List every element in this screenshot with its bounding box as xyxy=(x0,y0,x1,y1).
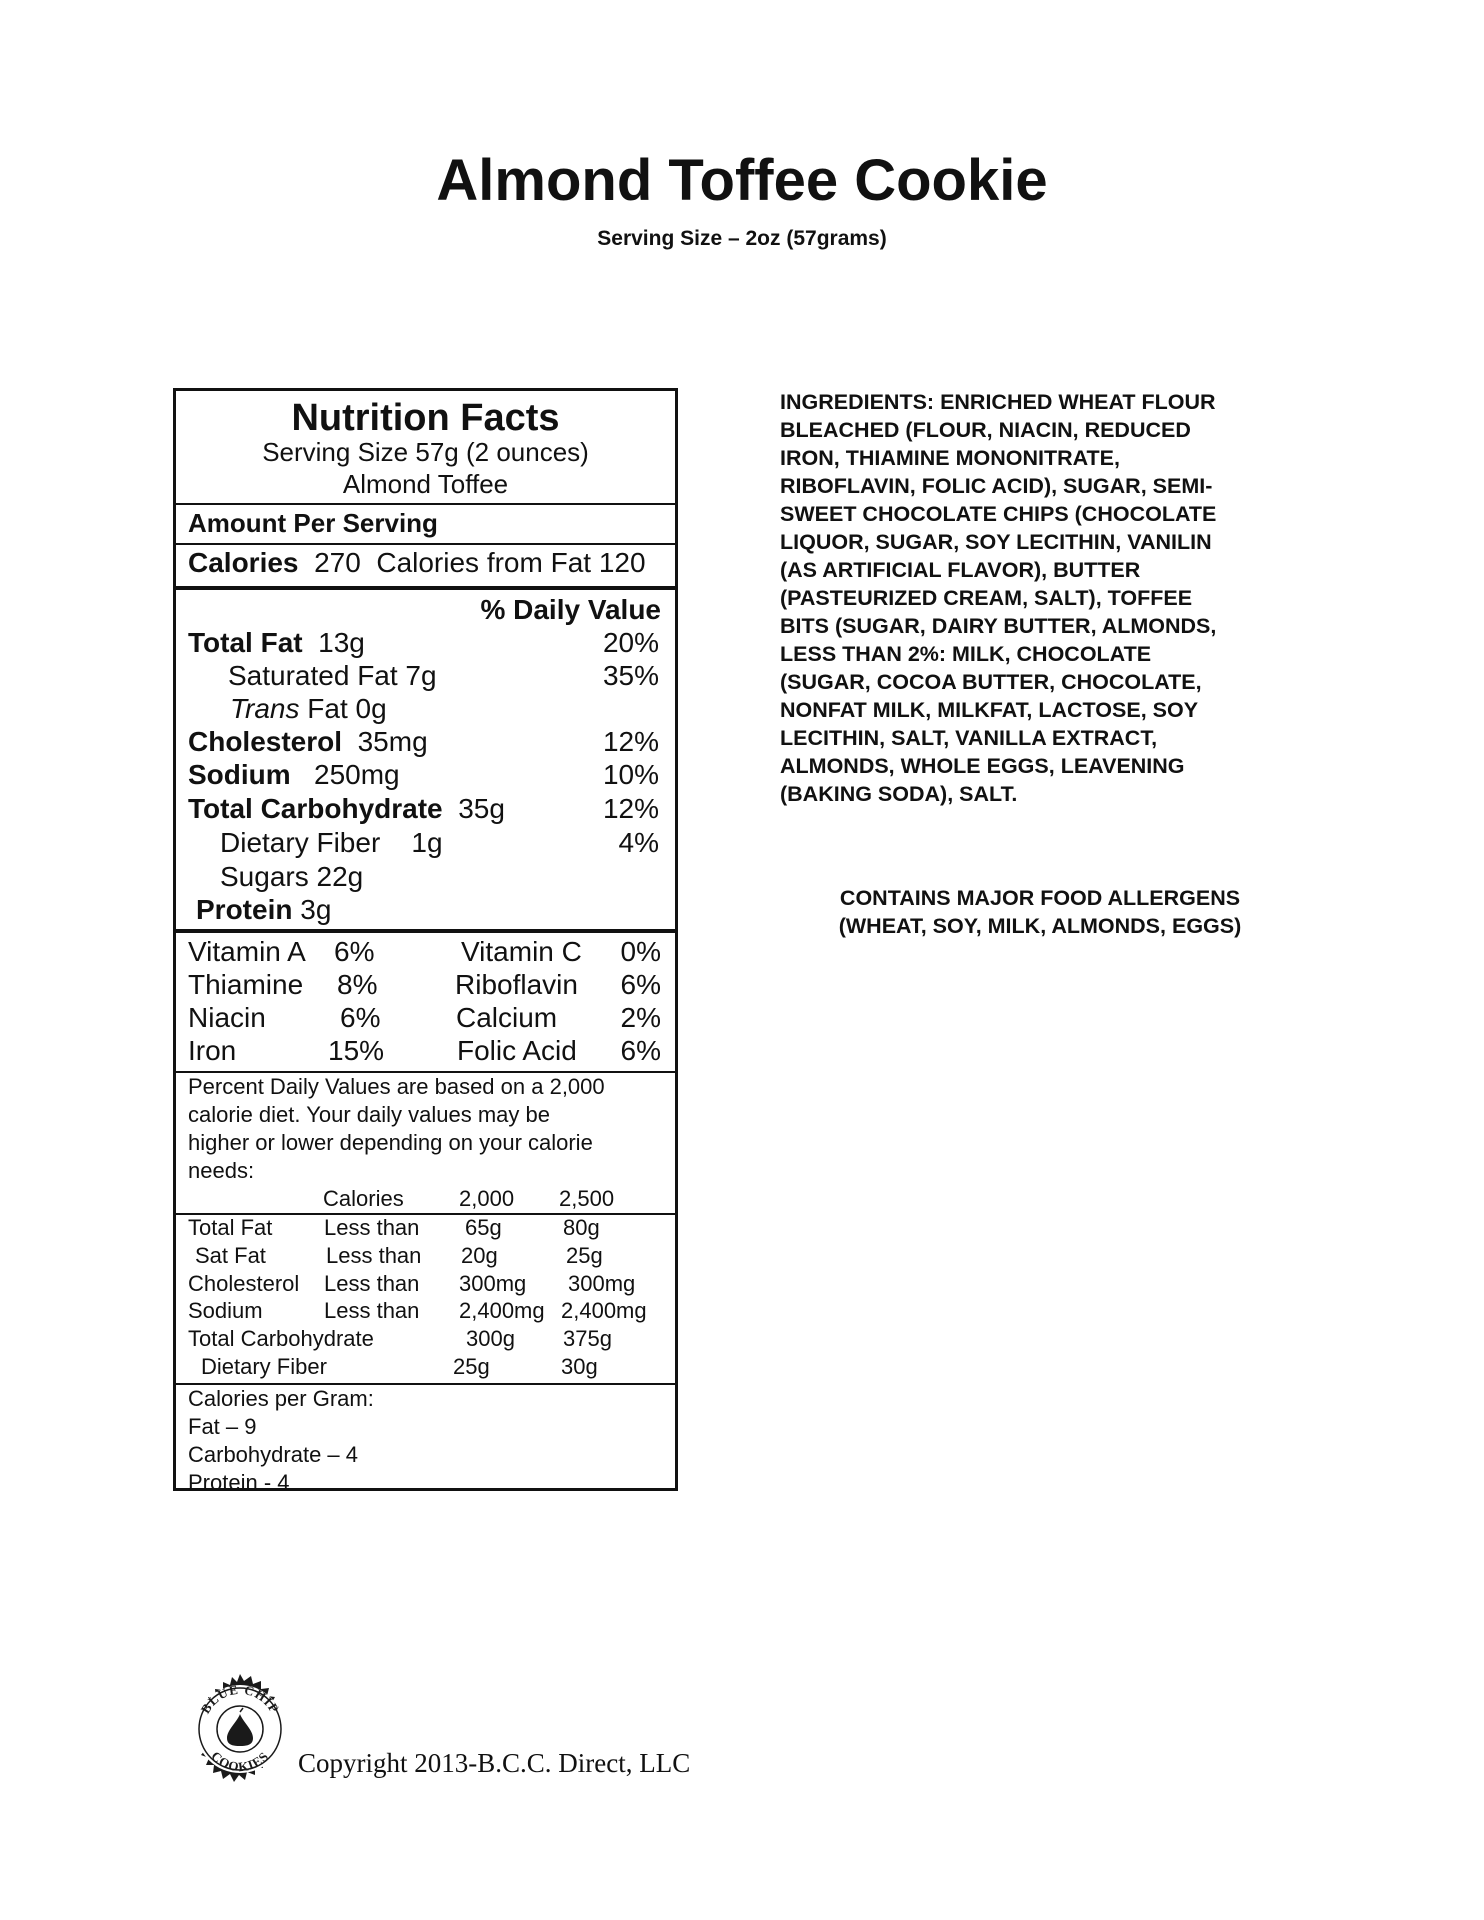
nutrient-label: Saturated Fat 7g xyxy=(228,660,437,691)
nutrient-label: Trans xyxy=(230,693,300,724)
vitamin-name: Iron xyxy=(188,1035,237,1066)
vitamin-dv: 6% xyxy=(334,936,375,967)
nutrient-label: Total Fat xyxy=(188,627,303,658)
reference-value: 375g xyxy=(563,1326,612,1351)
vitamin-dv: 15% xyxy=(328,1035,385,1066)
vitamin-name: Vitamin C xyxy=(461,936,582,967)
vitamin-name: Folic Acid xyxy=(457,1035,577,1066)
reference-value: 65g xyxy=(465,1215,502,1240)
serving-size-subtitle: Serving Size – 2oz (57grams) xyxy=(597,227,887,250)
nutrient-label: Cholesterol xyxy=(188,726,343,757)
reference-nutrient: Dietary Fiber xyxy=(201,1354,327,1379)
footnote-line: calorie diet. Your daily values may be xyxy=(188,1102,550,1127)
ingredients-line: (PASTEURIZED CREAM, SALT), TOFFEE xyxy=(780,586,1193,610)
vitamin-name: Calcium xyxy=(456,1002,558,1033)
ingredients-line: LIQUOR, SUGAR, SOY LECITHIN, VANILIN xyxy=(780,530,1212,554)
ingredients-line: RIBOFLAVIN, FOLIC ACID), SUGAR, SEMI- xyxy=(780,474,1213,498)
vitamin-dv: 0% xyxy=(620,936,661,967)
nutrient-label: Sodium xyxy=(188,759,291,790)
nutrient-amount: 3g xyxy=(300,894,332,925)
label-product-name: Almond Toffee xyxy=(342,469,509,499)
per-gram-line: Protein - 4 xyxy=(188,1470,290,1495)
reference-nutrient: Total Carbohydrate xyxy=(188,1326,374,1351)
calories-row xyxy=(188,549,646,577)
divider xyxy=(176,1383,675,1385)
allergen-line: (WHEAT, SOY, MILK, ALMONDS, EGGS) xyxy=(838,914,1242,938)
nutrient-row xyxy=(196,896,331,924)
nutrient-amount: Fat 0g xyxy=(307,693,387,724)
nutrient-amount: 13g xyxy=(318,627,365,658)
reference-nutrient: Sodium xyxy=(188,1298,263,1323)
vitamin-dv: 2% xyxy=(620,1002,661,1033)
nutrient-label: Protein xyxy=(196,894,293,925)
reference-qualifier: Less than xyxy=(324,1215,420,1240)
footnote-line: needs: xyxy=(188,1158,255,1183)
vitamin-name: Riboflavin xyxy=(455,969,578,1000)
allergen-statement xyxy=(780,884,1300,940)
nutrient-dv: 20% xyxy=(602,627,659,658)
reference-value: 300mg xyxy=(459,1271,527,1296)
reference-value: 300g xyxy=(466,1326,515,1351)
vitamin-name: Vitamin A xyxy=(188,936,306,967)
divider xyxy=(176,503,675,505)
nutrient-dv: 35% xyxy=(602,660,659,691)
reference-value: 20g xyxy=(461,1243,498,1268)
reference-value: 25g xyxy=(566,1243,603,1268)
nutrient-row xyxy=(188,728,428,756)
footnote-line: Percent Daily Values are based on a 2,000 xyxy=(188,1074,605,1099)
label-serving-size: Serving Size 57g (2 ounces) xyxy=(262,437,589,467)
nutrient-amount: 250mg xyxy=(314,759,400,790)
footnote-line: higher or lower depending on your calorie xyxy=(188,1130,593,1155)
reference-qualifier: Less than xyxy=(324,1271,420,1296)
nutrient-amount: 35mg xyxy=(357,726,428,757)
nutrient-row xyxy=(220,829,443,857)
vitamin-dv: 8% xyxy=(337,969,378,1000)
divider xyxy=(176,543,675,545)
reference-value: 25g xyxy=(453,1354,490,1379)
reference-value: 300mg xyxy=(568,1271,636,1296)
nutrient-label: Sugars 22g xyxy=(220,861,364,892)
nutrient-row xyxy=(188,795,505,823)
nutrient-dv: 12% xyxy=(602,793,659,824)
divider xyxy=(176,929,675,933)
nutrient-dv: 10% xyxy=(602,759,659,790)
calories-value: 270 xyxy=(314,547,361,578)
allergen-line: CONTAINS MAJOR FOOD ALLERGENS xyxy=(839,886,1241,910)
svg-text:COOKIES: COOKIES xyxy=(208,1748,272,1775)
vitamin-name: Thiamine xyxy=(188,969,304,1000)
nutrient-label: Total Carbohydrate xyxy=(188,793,443,824)
vitamin-dv: 6% xyxy=(620,1035,661,1066)
divider xyxy=(176,586,675,590)
per-gram-line: Carbohydrate – 4 xyxy=(188,1442,358,1467)
reference-value: 30g xyxy=(561,1354,598,1379)
nutrient-dv: 12% xyxy=(602,726,659,757)
reference-nutrient: Total Fat xyxy=(188,1215,273,1240)
nutrition-facts-label xyxy=(173,388,678,1495)
calories-label: Calories xyxy=(188,547,299,578)
ingredients-line: LESS THAN 2%: MILK, CHOCOLATE xyxy=(780,642,1152,666)
reference-qualifier: Less than xyxy=(324,1298,420,1323)
reference-value: 2,400mg xyxy=(561,1298,647,1323)
per-gram-line: Fat – 9 xyxy=(188,1414,257,1439)
copyright-text: Copyright 2013-B.C.C. Direct, LLC xyxy=(298,1748,691,1778)
page-title: Almond Toffee Cookie xyxy=(436,148,1048,213)
vitamin-dv: 6% xyxy=(620,969,661,1000)
per-gram-line: Calories per Gram: xyxy=(188,1386,374,1411)
ingredients-line: NONFAT MILK, MILKFAT, LACTOSE, SOY xyxy=(780,698,1199,722)
reference-nutrient: Sat Fat xyxy=(195,1243,266,1268)
ingredients-line: IRON, THIAMINE MONONITRATE, xyxy=(780,446,1121,470)
vitamin-name: Niacin xyxy=(188,1002,266,1033)
nutrition-facts-heading: Nutrition Facts xyxy=(291,397,560,439)
ingredients-line: (BAKING SODA), SALT. xyxy=(780,782,1018,806)
blue-chip-cookies-logo-icon xyxy=(183,1672,298,1787)
reference-nutrient: Cholesterol xyxy=(188,1271,300,1296)
ingredients-line: ALMONDS, WHOLE EGGS, LEAVENING xyxy=(780,754,1185,778)
nutrient-row xyxy=(230,695,387,723)
ingredients-line: INGREDIENTS: ENRICHED WHEAT FLOUR xyxy=(780,390,1216,414)
reference-header: Calories xyxy=(323,1186,404,1211)
reference-value: 80g xyxy=(563,1215,600,1240)
ingredients-line: LECITHIN, SALT, VANILLA EXTRACT, xyxy=(780,726,1158,750)
ingredients-line: BLEACHED (FLOUR, NIACIN, REDUCED xyxy=(780,418,1191,442)
nutrient-row xyxy=(188,761,400,789)
calories-from-fat: Calories from Fat 120 xyxy=(376,547,646,578)
vitamin-dv: 6% xyxy=(340,1002,381,1033)
ingredients-block xyxy=(780,388,1300,808)
nutrient-amount: 1g xyxy=(411,827,443,858)
nutrient-label: Dietary Fiber xyxy=(220,827,381,858)
reference-qualifier: Less than xyxy=(326,1243,422,1268)
reference-value: 2,400mg xyxy=(459,1298,545,1323)
ingredients-line: (AS ARTIFICIAL FLAVOR), BUTTER xyxy=(780,558,1141,582)
svg-text:BLUE CHIP: BLUE CHIP xyxy=(197,1681,283,1717)
nutrient-amount: 35g xyxy=(458,793,505,824)
amount-per-serving: Amount Per Serving xyxy=(188,508,438,538)
divider xyxy=(176,1071,675,1073)
daily-value-heading: % Daily Value xyxy=(480,594,661,625)
reference-header: 2,000 xyxy=(459,1186,515,1211)
ingredients-line: (SUGAR, COCOA BUTTER, CHOCOLATE, xyxy=(780,670,1202,694)
reference-header: 2,500 xyxy=(559,1186,615,1211)
nutrient-row xyxy=(188,629,365,657)
ingredients-line: BITS (SUGAR, DAIRY BUTTER, ALMONDS, xyxy=(780,614,1217,638)
nutrient-dv: 4% xyxy=(618,827,659,858)
ingredients-line: SWEET CHOCOLATE CHIPS (CHOCOLATE xyxy=(780,502,1217,526)
